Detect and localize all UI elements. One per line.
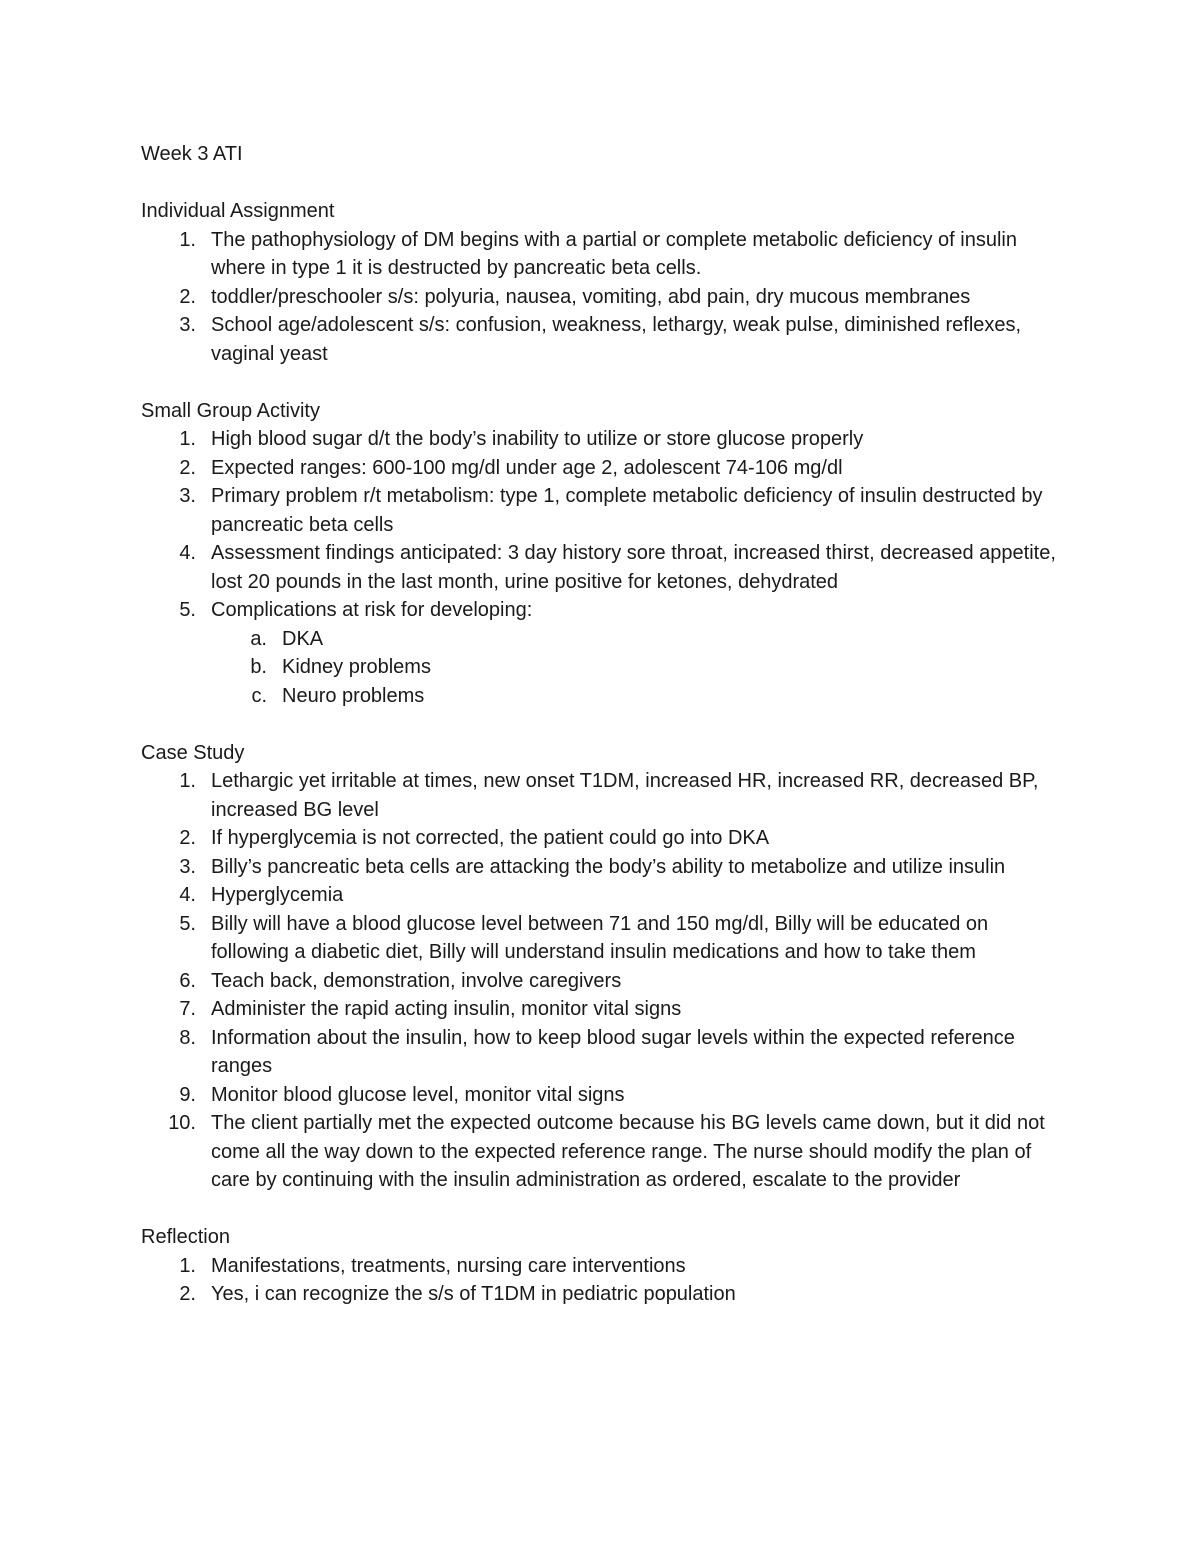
- list-item: [141, 767, 1071, 824]
- list-item: [141, 1252, 1071, 1281]
- list-item-text: toddler/preschooler s/s: polyuria, nausea, vomiting, abd pain, dry mucous membranes: [211, 285, 971, 308]
- list-item-text: If hyperglycemia is not corrected, the patient could go into DKA: [211, 827, 770, 849]
- list-number: 1.: [179, 228, 196, 251]
- sublist-item: [211, 625, 1071, 654]
- section-heading: Reflection: [141, 1226, 230, 1248]
- section-case-study: [141, 739, 1071, 1195]
- list-item-text: Administer the rapid acting insulin, monitor vital signs: [211, 998, 682, 1020]
- list-item: [141, 482, 1071, 539]
- list-item: [141, 539, 1071, 596]
- list-item: [141, 1280, 1071, 1309]
- section-individual-assignment: [141, 197, 1071, 368]
- list-item-text: The pathophysiology of DM begins with a partial or complete metabolic deficiency of insulin where in type 1 it is destructed by pancreatic beta cells.: [211, 228, 1017, 279]
- list-item-text: Billy’s pancreatic beta cells are attacking the body’s ability to metabolize and utilize insulin: [211, 855, 1006, 878]
- list-item-text: Hyperglycemia: [211, 884, 344, 906]
- list-item: [141, 967, 1071, 996]
- numbered-list: [141, 425, 1071, 710]
- list-item: [141, 226, 1071, 283]
- section-reflection: [141, 1223, 1071, 1309]
- list-number: 2.: [179, 285, 196, 308]
- list-item: [141, 881, 1071, 910]
- list-number: 2.: [179, 456, 196, 479]
- list-item-text: High blood sugar d/t the body’s inability to utilize or store glucose properly: [211, 428, 864, 450]
- list-item: [141, 596, 1071, 710]
- section-heading: Individual Assignment: [141, 200, 335, 222]
- section-heading: Small Group Activity: [141, 399, 320, 422]
- list-number: 2.: [179, 1283, 196, 1305]
- sublist-item: [211, 682, 1071, 711]
- sublist-item-text: Neuro problems: [282, 684, 425, 707]
- list-number: 7.: [179, 998, 196, 1020]
- list-item: [141, 824, 1071, 853]
- list-item-text: Monitor blood glucose level, monitor vital signs: [211, 1083, 625, 1106]
- sublist-item-text: Kidney problems: [282, 656, 431, 678]
- list-number: 9.: [179, 1083, 196, 1106]
- numbered-list: [141, 1252, 1071, 1309]
- list-item-text: Billy will have a blood glucose level between 71 and 150 mg/dl, Billy will be educated on following a diabetic diet, Billy will understand insulin medications and how to take them: [211, 912, 989, 963]
- list-item-text: The client partially met the expected outcome because his BG levels came down, but it did not come all the way down to the expected reference range. The nurse should modify the plan of care by continuing with the insulin administration as ordered, escalate to the provider: [211, 1112, 1045, 1191]
- list-number: 6.: [179, 969, 196, 992]
- spacer: [141, 1195, 1071, 1224]
- numbered-list: [141, 767, 1071, 1195]
- list-number: 8.: [179, 1026, 196, 1049]
- list-item: [141, 283, 1071, 312]
- sublist-item: [211, 653, 1071, 682]
- list-item-text: Complications at risk for developing:: [211, 599, 533, 621]
- list-item: [141, 454, 1071, 483]
- sublist-item-text: DKA: [282, 627, 324, 650]
- list-item-text: Information about the insulin, how to keep blood sugar levels within the expected reference ranges: [211, 1026, 1015, 1077]
- list-item-text: Teach back, demonstration, involve caregivers: [211, 969, 622, 992]
- list-item: [141, 1024, 1071, 1081]
- list-number: 5.: [179, 599, 196, 621]
- list-number: 3.: [179, 855, 196, 878]
- list-number: 1.: [179, 1254, 196, 1277]
- list-item-text: Lethargic yet irritable at times, new onset T1DM, increased HR, increased RR, decreased BP, increased BG level: [211, 770, 1039, 821]
- list-item-text: Yes, i can recognize the s/s of T1DM in pediatric population: [211, 1283, 736, 1305]
- list-item: [141, 995, 1071, 1024]
- list-number: 4.: [179, 884, 196, 906]
- list-item-text: Expected ranges: 600-100 mg/dl under age 2, adolescent 74-106 mg/dl: [211, 456, 843, 479]
- list-item-text: Assessment findings anticipated: 3 day history sore throat, increased thirst, decreased appetite, lost 20 pounds in the last month, urine positive for ketones, dehydrated: [211, 542, 1056, 593]
- list-item: [141, 1109, 1071, 1195]
- section-heading: Case Study: [141, 741, 245, 764]
- list-item: [141, 1081, 1071, 1110]
- list-number: 2.: [179, 827, 196, 849]
- list-number: 1.: [179, 428, 196, 450]
- list-number: 3.: [179, 314, 196, 336]
- list-number: 10.: [168, 1112, 196, 1134]
- spacer: [141, 368, 1071, 397]
- document-title: Week 3 ATI: [141, 143, 243, 165]
- list-number: 3.: [179, 485, 196, 507]
- list-item-text: Primary problem r/t metabolism: type 1, complete metabolic deficiency of insulin destructed by pancreatic beta cells: [211, 485, 1043, 536]
- lettered-sublist: [211, 625, 1071, 711]
- list-item: [141, 425, 1071, 454]
- spacer: [141, 710, 1071, 739]
- list-item: [141, 311, 1071, 368]
- sublist-letter: c.: [251, 684, 267, 707]
- numbered-list: [141, 226, 1071, 369]
- list-item-text: Manifestations, treatments, nursing care interventions: [211, 1254, 686, 1277]
- list-item: [141, 853, 1071, 882]
- document-page: [141, 140, 1071, 1309]
- list-item: [141, 910, 1071, 967]
- section-small-group-activity: [141, 397, 1071, 711]
- list-number: 4.: [179, 542, 196, 564]
- spacer: [141, 169, 1071, 198]
- list-item-text: School age/adolescent s/s: confusion, weakness, lethargy, weak pulse, diminished reflexes, vaginal yeast: [211, 314, 1022, 365]
- sublist-letter: a.: [250, 627, 267, 650]
- list-number: 5.: [179, 912, 196, 935]
- list-number: 1.: [179, 770, 196, 792]
- sublist-letter: b.: [250, 656, 267, 678]
